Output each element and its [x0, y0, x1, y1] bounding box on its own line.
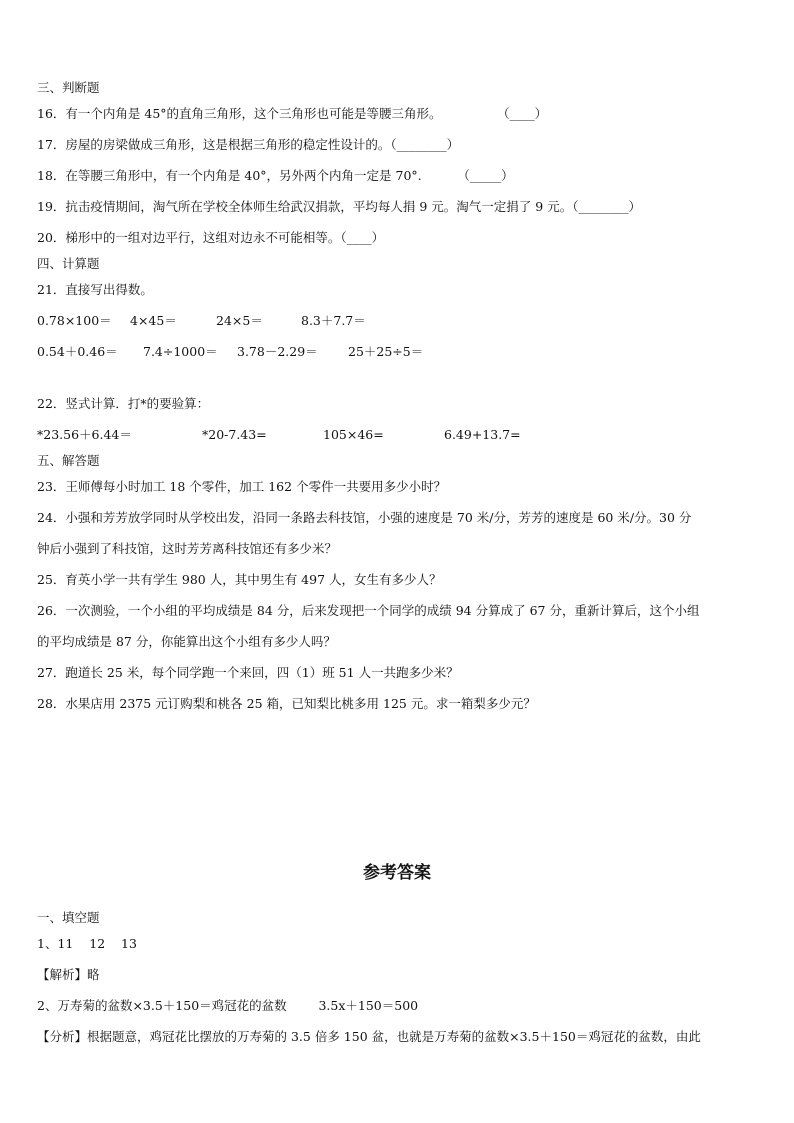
calc-item: 8.3＋7.7＝ — [301, 313, 366, 328]
question-18: 18．在等腰三角形中，有一个内角是 40°，另外两个内角一定是 70°. （_____） — [37, 168, 514, 183]
question-16: 16．有一个内角是 45°的直角三角形，这个三角形也可能是等腰三角形。 （____） — [37, 106, 548, 121]
question-19: 19．抗击疫情期间，淘气所在学校全体师生给武汉捐款，平均每人捐 9 元。淘气一定捐了 9 元。（________） — [37, 199, 641, 214]
section-judge: 三、判断题 — [37, 80, 100, 95]
calc-item: 6.49+13.7= — [444, 427, 521, 442]
calc-item: 7.4÷1000＝ — [143, 344, 218, 359]
answers-title: 参考答案 — [363, 863, 431, 883]
question-25: 25．育英小学一共有学生 980 人，其中男生有 497 人，女生有多少人？ — [37, 572, 442, 587]
question-17: 17．房屋的房梁做成三角形，这是根据三角形的稳定性设计的。（________） — [37, 137, 460, 152]
question-24: 24．小强和芳芳放学同时从学校出发，沿同一条路去科技馆，小强的速度是 70 米/分，芳芳的速度是 60 米/分。30 分 — [37, 510, 692, 525]
calc-item: 4×45＝ — [130, 313, 177, 328]
calc-item: 105×46= — [323, 427, 384, 442]
question-27: 27．跑道长 25 米，每个同学跑一个来回，四（1）班 51 人一共跑多少米？ — [37, 665, 459, 680]
calc-item: 24×5＝ — [216, 313, 263, 328]
answer-2: 2、万寿菊的盆数×3.5＋150＝鸡冠花的盆数 3.5x＋150＝500 — [37, 998, 419, 1013]
calc-item: 25＋25÷5＝ — [348, 344, 424, 359]
section-answer-fill: 一、填空题 — [37, 910, 100, 925]
calc-item: 0.78×100＝ — [37, 313, 112, 328]
calc-item: 3.78－2.29＝ — [237, 344, 318, 359]
calc-item: *20-7.43= — [202, 427, 267, 442]
question-23: 23．王师傅每小时加工 18 个零件，加工 162 个零件一共要用多少小时？ — [37, 479, 447, 494]
question-26: 26．一次测验，一个小组的平均成绩是 84 分，后来发现把一个同学的成绩 94 分算成了 67 分，重新计算后，这个小组 — [37, 603, 700, 618]
question-28: 28．水果店用 2375 元订购梨和桃各 25 箱，已知梨比桃多用 125 元。求一箱梨多少元？ — [37, 696, 536, 711]
calc-item: *23.56＋6.44＝ — [37, 427, 132, 442]
answer-2-note: 【分析】根据题意，鸡冠花比摆放的万寿菊的 3.5 倍多 150 盆，也就是万寿菊的盆数×3.5＋150＝鸡冠花的盆数，由此 — [37, 1029, 701, 1044]
question-21: 21．直接写出得数。 — [37, 282, 153, 297]
answer-1-note: 【解析】略 — [37, 967, 100, 982]
question-20: 20．梯形中的一组对边平行，这组对边永不可能相等。（____） — [37, 230, 385, 245]
question-26-cont: 的平均成绩是 87 分，你能算出这个小组有多少人吗？ — [37, 634, 336, 649]
answer-1: 1、11 12 13 — [37, 936, 137, 951]
calc-item: 0.54＋0.46＝ — [37, 344, 118, 359]
section-solve: 五、解答题 — [37, 453, 100, 468]
section-calc: 四、计算题 — [37, 256, 100, 271]
question-24-cont: 钟后小强到了科技馆，这时芳芳离科技馆还有多少米？ — [37, 541, 338, 556]
question-22: 22．竖式计算．打*的要验算： — [37, 396, 210, 411]
